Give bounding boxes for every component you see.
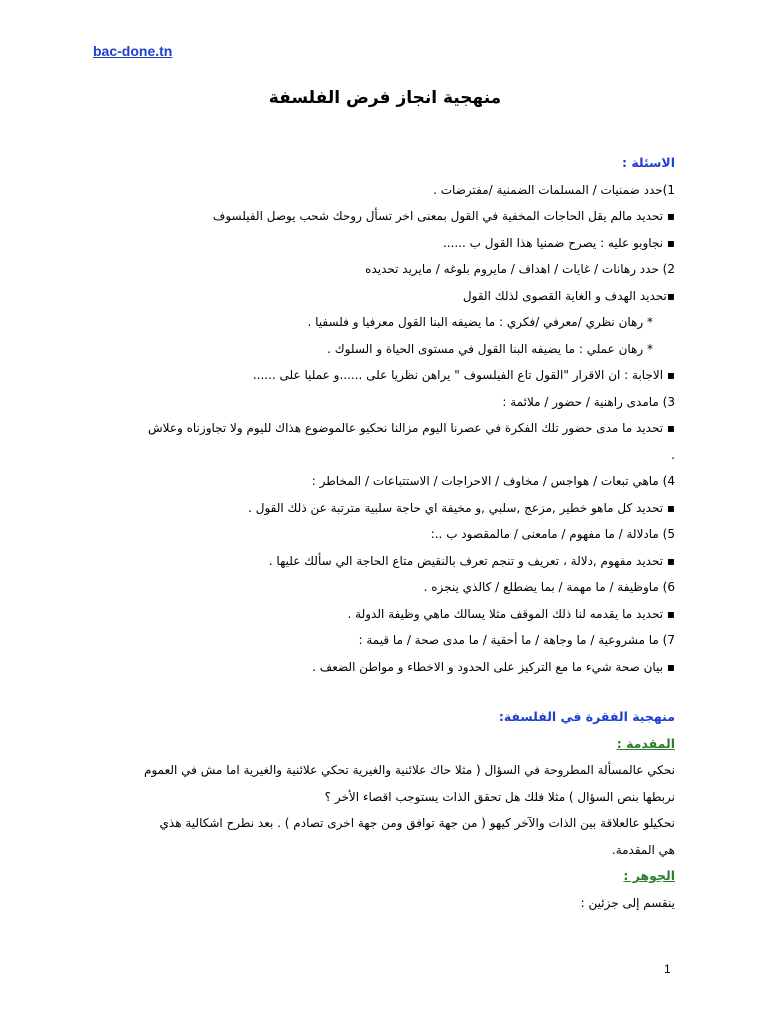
page-title: منهجية انجاز فرض الفلسفة [268, 88, 502, 108]
paragraph-method-heading: منهجية الفقرة في الفلسفة: [498, 709, 675, 724]
introduction-line: نحكي عالمسألة المطروحة في السؤال ( مثلا حاك علائنية والغيرية تحكي علائنية والغيرية اما مش في العموم [144, 763, 675, 777]
core-heading: الجوهر : [623, 868, 675, 883]
question-line: ▪ بيان صحة شيء ما مع التركيز على الحدود و الاخطاء و مواطن الضعف . [312, 659, 675, 674]
question-line: 5) مادلالة / ما مفهوم / مامعنى / مالمقصود ب ..: [430, 527, 675, 541]
question-line: ▪ تحديد مالم يقل الحاجات المخفية في القول بمعنى اخر تسأل روحك شحب يوصل الفيلسوف [212, 209, 675, 223]
document-body [95, 150, 675, 916]
question-line: ▪ الاجابة : ان الاقرار "القول تاع الفيلسوف " يراهن نظريا على ......و عمليا على ...... [252, 368, 675, 382]
question-line: 2) حدد رهانات / غايات / اهداف / مايروم بلوغه / مايريد تحديده [365, 262, 675, 276]
page-number: 1 [664, 962, 671, 976]
site-link[interactable]: bac-done.tn [93, 43, 173, 59]
question-line: 6) ماوظيفة / ما مهمة / بما يضطلع / كالذي ينجزه . [423, 580, 675, 594]
question-line: 1)حدد ضمنيات / المسلمات الضمنية /مفترضات . [433, 182, 675, 197]
question-line: 7) ما مشروعية / ما وجاهة / ما أحقية / ما مدى صحة / ما قيمة : [358, 633, 675, 647]
introduction-line: هي المقدمة. [611, 842, 675, 857]
question-line: 3) مامدى راهنية / حضور / ملائمة : [502, 394, 675, 409]
question-line: ▪تحديد الهدف و الغاية القصوى لذلك القول [462, 288, 675, 303]
introduction-line: نحكيلو عالعلاقة بين الذات والآخر كيهو ( من جهة توافق ومن جهة اخرى تصادم ) . بعد نطرح اشكالية هذي [159, 816, 675, 830]
question-line: ▪ تحديد ما يقدمه لنا ذلك الموقف مثلا يسالك ماهي وظيفة الدولة . [347, 606, 675, 621]
core-line: ينقسم إلى جزئين : [580, 895, 675, 910]
introduction-line: نربطها بنص السؤال ) مثلا فلك هل تحقق الذات يستوجب اقصاء الأخر ؟ [324, 789, 675, 804]
question-line: ▪ تحديد كل ماهو خطير ,مزعج ,سلبي ,و مخيفة اي حاجة سلبية مترتبة عن ذلك القول . [248, 500, 675, 515]
questions-heading: الاسئلة : [621, 155, 675, 170]
question-line: . [671, 447, 675, 462]
question-line: * رهان نظري /معرفي /فكري : ما يضيفه البنا القول معرفيا و فلسفيا . [307, 315, 653, 329]
question-line: ▪ تحديد مفهوم ,دلالة ، تعريف و تنجم تعرف بالنقيض متاع الحاجة الي سألك عليها . [268, 553, 675, 568]
question-line: ▪ نجاوبو عليه : يصرح ضمنيا هذا القول ب ...... [442, 235, 675, 250]
question-line: 4) ماهي تبعات / هواجس / مخاوف / الاحراجات / الاستتباعات / المخاطر : [311, 474, 675, 488]
question-line: ▪ تحديد ما مدى حضور تلك الفكرة في عصرنا اليوم مزالنا نحكيو عالموضوع هذاك لليوم ولا تجاوزناه وعلاش [148, 421, 675, 435]
question-line: * رهان عملي : ما يضيفه البنا القول في مستوى الحياة و السلوك . [327, 341, 653, 356]
introduction-heading: المقدمة : [616, 735, 675, 751]
